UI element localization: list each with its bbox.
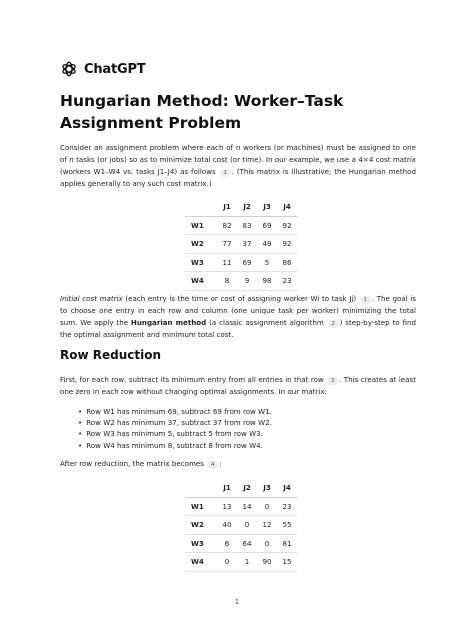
table-cell: 14 (237, 497, 257, 516)
citation-badge[interactable]: 1 (360, 296, 371, 304)
table-cell: 15 (277, 553, 297, 572)
table-corner-cell (185, 198, 217, 216)
table-header-row (185, 198, 297, 216)
table-row (185, 253, 297, 272)
table-cell: 11 (217, 253, 237, 272)
table-cell: 37 (237, 235, 257, 254)
row-reduction-paragraph: First, for each row, subtract its minimum entry from all entries in that row 3 . This creates at least one zero in each row without changing optimal assignments. In our matrix: (60, 375, 416, 396)
table-cell: 69 (257, 216, 277, 235)
after-reduction-paragraph: After row reduction, the matrix becomes 4 : (60, 459, 222, 468)
row-header: W2 (185, 516, 217, 535)
table-cell: 12 (257, 516, 277, 535)
table-cell: 6 (217, 534, 237, 553)
citation-badge[interactable]: 1 (220, 169, 231, 177)
table-row (185, 553, 297, 572)
table-cell: 64 (237, 534, 257, 553)
column-header: J3 (257, 479, 277, 497)
column-header: J2 (237, 198, 257, 216)
table-cell: 23 (277, 497, 297, 516)
table-cell: 23 (277, 272, 297, 291)
table-row (185, 272, 297, 291)
table-cell: 0 (257, 534, 277, 553)
column-header: J3 (257, 198, 277, 216)
table-cell: 92 (277, 216, 297, 235)
table-cell: 40 (217, 516, 237, 535)
table-corner-cell (185, 479, 217, 497)
table-cell: 49 (257, 235, 277, 254)
column-header: J1 (217, 479, 237, 497)
row-header: W1 (185, 497, 217, 516)
row-header: W4 (185, 553, 217, 572)
table-cell: 0 (217, 553, 237, 572)
section-heading: Row Reduction (60, 348, 162, 362)
table-cell: 55 (277, 516, 297, 535)
initial-cost-matrix-table (185, 198, 297, 291)
row-header: W1 (185, 216, 217, 235)
column-header: J4 (277, 479, 297, 497)
table-cell: 90 (257, 553, 277, 572)
table-cell: 81 (277, 534, 297, 553)
row-reduced-matrix-table (185, 479, 297, 572)
table-cell: 5 (257, 253, 277, 272)
column-header: J4 (277, 198, 297, 216)
table-cell: 9 (237, 272, 257, 291)
table-header-row (185, 479, 297, 497)
row-header: W4 (185, 272, 217, 291)
list-item: • Row W1 has minimum 69, subtract 69 from row W1. (78, 406, 272, 417)
citation-badge[interactable]: 4 (207, 461, 218, 469)
page-title: Hungarian Method: Worker–Task Assignment Problem (60, 92, 344, 132)
table-cell: 82 (217, 216, 237, 235)
table-row (185, 534, 297, 553)
brand-header (60, 60, 145, 78)
page-number: 1 (234, 598, 240, 606)
column-header: J2 (237, 479, 257, 497)
row-reduction-list (78, 406, 272, 451)
table-cell: 77 (217, 235, 237, 254)
table-cell: 0 (237, 516, 257, 535)
list-item: • Row W2 has minimum 37, subtract 37 from row W2. (78, 417, 272, 428)
table-row (185, 516, 297, 535)
table-cell: 13 (217, 497, 237, 516)
table-cell: 0 (257, 497, 277, 516)
table-row (185, 497, 297, 516)
citation-badge[interactable]: 2 (328, 320, 339, 328)
table-cell: 1 (237, 553, 257, 572)
openai-logo-icon (60, 60, 78, 78)
row-header: W2 (185, 235, 217, 254)
intro-paragraph: Consider an assignment problem where each of n workers (or machines) must be assigned to one of n tasks (or jobs) so as to minimize total cost (or time). In our example, we use a 4×4 cost matrix (workers W1–W4 vs. tasks J1–J4) as follows 1 . (This matrix is illustrative; the Hungarian method applies generally to any such cost matrix.) (60, 143, 416, 188)
table-cell: 83 (237, 216, 257, 235)
list-item: • Row W4 has minimum 8, subtract 8 from row W4. (78, 440, 272, 451)
table-cell: 86 (277, 253, 297, 272)
list-item: • Row W3 has minimum 5, subtract 5 from row W3. (78, 428, 272, 439)
table-cell: 98 (257, 272, 277, 291)
table-row (185, 216, 297, 235)
table-row (185, 235, 297, 254)
table-cell: 69 (237, 253, 257, 272)
row-header: W3 (185, 534, 217, 553)
citation-badge[interactable]: 3 (327, 377, 338, 385)
table-cell: 8 (217, 272, 237, 291)
column-header: J1 (217, 198, 237, 216)
caption-paragraph: Initial cost matrix (each entry is the time or cost of assigning worker Wi to task Jj) 1 . The goal is to choose one entry in each row and column (one unique task per worker) minimizing the total sum. We apply the Hungarian method (a classic assignment algorithm 2 ) step-by-step to find the optimal assignment and minimum total cost. (60, 294, 417, 339)
row-header: W3 (185, 253, 217, 272)
table-cell: 92 (277, 235, 297, 254)
brand-name: ChatGPT (84, 61, 146, 77)
